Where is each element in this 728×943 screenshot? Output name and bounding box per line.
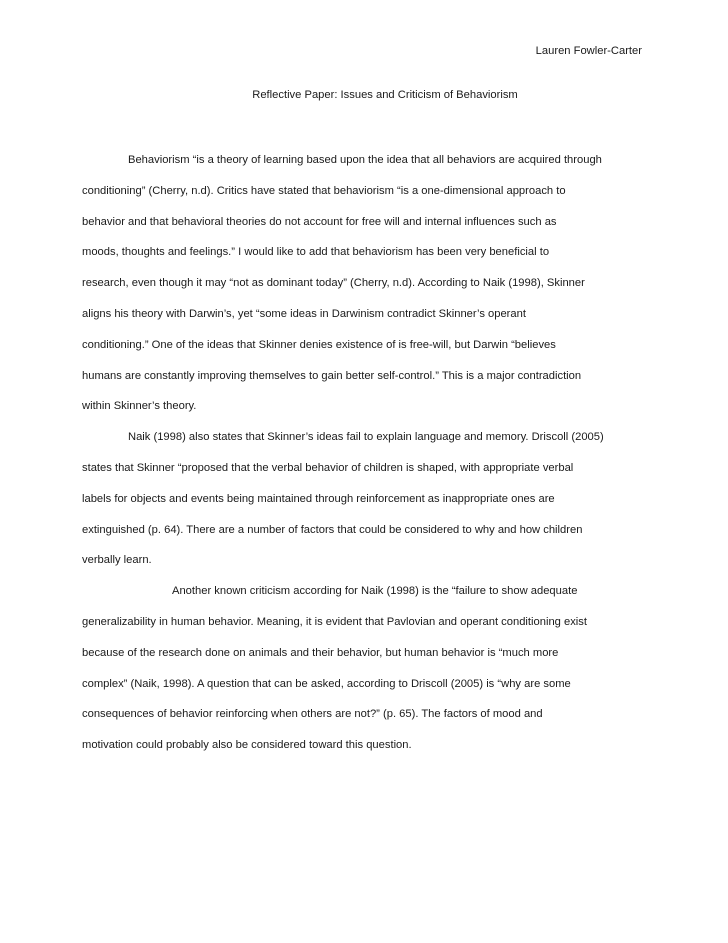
- text-line: motivation could probably also be considered toward this question.: [82, 739, 412, 752]
- text-line: conditioning.” One of the ideas that Skinner denies existence of is free-will, but Darwin “believes: [82, 338, 556, 351]
- paper-body: [82, 145, 662, 761]
- text-line: behavior and that behavioral theories do not account for free will and internal influences such as: [82, 215, 557, 228]
- text-line: because of the research done on animals and their behavior, but human behavior is “much more: [82, 646, 559, 659]
- paragraph-3: [82, 576, 662, 761]
- paragraph-1: [82, 145, 662, 422]
- text-line: research, even though it may “not as dominant today” (Cherry, n.d). According to Naik (1998), Skinner: [82, 277, 585, 290]
- text-line: complex” (Naik, 1998). A question that can be asked, according to Driscoll (2005) is “why are some: [82, 677, 571, 690]
- text-line: moods, thoughts and feelings.” I would like to add that behaviorism has been very beneficial to: [82, 246, 550, 259]
- text-line: Another known criticism according for Naik (1998) is the “failure to show adequate: [172, 585, 578, 598]
- text-line: Naik (1998) also states that Skinner’s ideas fail to explain language and memory. Driscoll (2005): [128, 431, 604, 444]
- paper-title: Reflective Paper: Issues and Criticism of Behaviorism: [252, 89, 518, 101]
- text-line: within Skinner’s theory.: [82, 400, 197, 413]
- text-line: aligns his theory with Darwin’s, yet “some ideas in Darwinism contradict Skinner’s operant: [82, 307, 526, 320]
- text-line: Behaviorism “is a theory of learning based upon the idea that all behaviors are acquired through: [128, 154, 602, 166]
- text-line: labels for objects and events being maintained through reinforcement as inappropriate ones are: [82, 492, 555, 505]
- text-line: verbally learn.: [82, 554, 152, 567]
- text-line: extinguished (p. 64). There are a number of factors that could be considered to why and how children: [82, 523, 583, 536]
- text-line: consequences of behavior reinforcing when others are not?” (p. 65). The factors of mood and: [82, 708, 543, 721]
- paragraph-2: [82, 422, 662, 576]
- text-line: states that Skinner “proposed that the verbal behavior of children is shaped, with appropriate verbal: [82, 461, 574, 474]
- author-header: Lauren Fowler-Carter: [535, 45, 642, 57]
- text-line: conditioning” (Cherry, n.d). Critics have stated that behaviorism “is a one-dimensional approach to: [82, 184, 566, 197]
- text-line: generalizability in human behavior. Meaning, it is evident that Pavlovian and operant conditioning exist: [82, 615, 587, 628]
- text-line: humans are constantly improving themselves to gain better self-control.” This is a major contradiction: [82, 369, 582, 382]
